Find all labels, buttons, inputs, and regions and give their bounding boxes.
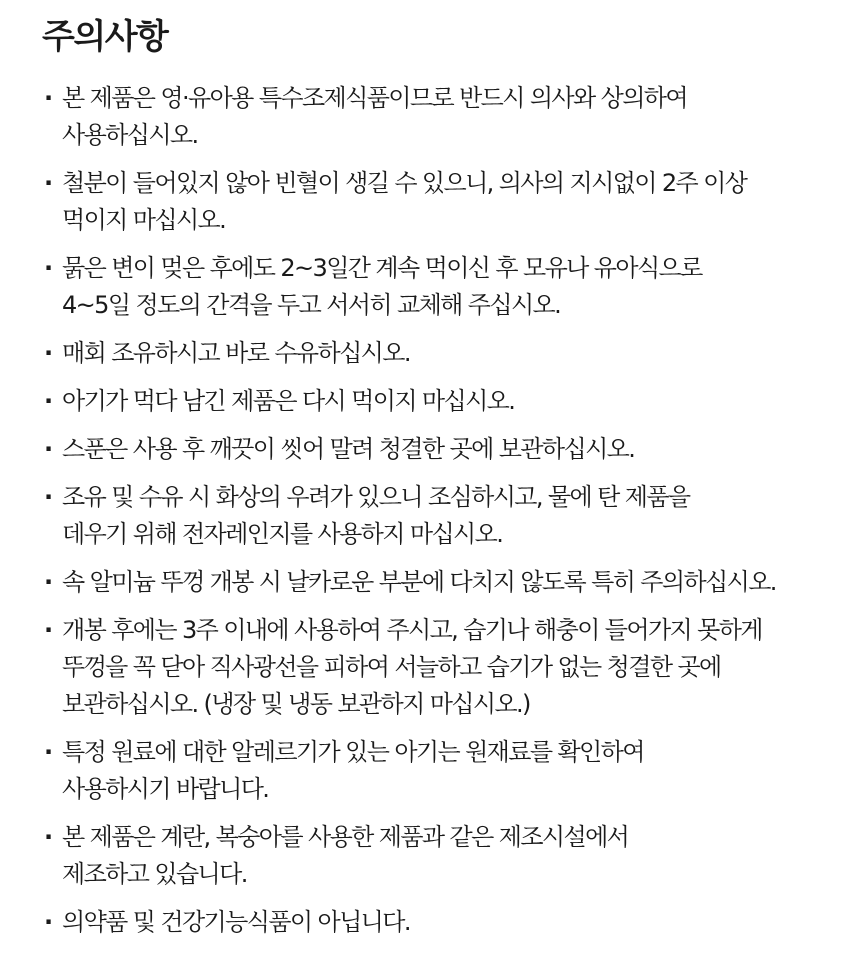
list-item	[42, 165, 820, 239]
bullet-icon: ·	[44, 339, 52, 367]
list-item	[42, 904, 820, 941]
list-item-text: 스푼은 사용 후 깨끗이 씻어 말려 청결한 곳에 보관하십시오.	[62, 435, 635, 463]
bullet-icon: ·	[44, 169, 52, 197]
bullet-icon: ·	[44, 823, 52, 851]
list-item-text: 철분이 들어있지 않아 빈혈이 생길 수 있으니, 의사의 지시없이 2주 이상 먹이지 마십시오.	[62, 169, 747, 234]
list-item	[42, 250, 820, 324]
list-item	[42, 431, 820, 468]
list-item	[42, 479, 820, 553]
precaution-list	[42, 80, 820, 941]
list-item-text: 특정 원료에 대한 알레르기가 있는 아기는 원재료를 확인하여 사용하시기 바랍니다.	[62, 738, 644, 803]
list-item	[42, 612, 820, 723]
bullet-icon: ·	[44, 254, 52, 282]
bullet-icon: ·	[44, 435, 52, 463]
bullet-icon: ·	[44, 568, 52, 596]
bullet-icon: ·	[44, 616, 52, 644]
list-item-text: 아기가 먹다 남긴 제품은 다시 먹이지 마십시오.	[62, 387, 515, 415]
list-item-text: 조유 및 수유 시 화상의 우려가 있으니 조심하시고, 물에 탄 제품을 데우기 위해 전자레인지를 사용하지 마십시오.	[62, 483, 690, 548]
bullet-icon: ·	[44, 908, 52, 936]
page-title: 주의사항	[42, 17, 168, 57]
list-item	[42, 80, 820, 154]
bullet-icon: ·	[44, 738, 52, 766]
list-item	[42, 335, 820, 372]
list-item-text: 의약품 및 건강기능식품이 아닙니다.	[62, 908, 410, 936]
list-item-text: 묽은 변이 멎은 후에도 2~3일간 계속 먹이신 후 모유나 유아식으로 4~5일 정도의 간격을 두고 서서히 교체해 주십시오.	[62, 254, 702, 319]
bullet-icon: ·	[44, 483, 52, 511]
bullet-icon: ·	[44, 84, 52, 112]
list-item-text: 개봉 후에는 3주 이내에 사용하여 주시고, 습기나 해충이 들어가지 못하게 뚜껑을 꼭 닫아 직사광선을 피하여 서늘하고 습기가 없는 청결한 곳에 보관하십시오. (냉장 및 냉동 보관하지 마십시오.)	[62, 616, 762, 718]
list-item-text: 매회 조유하시고 바로 수유하십시오.	[62, 339, 410, 367]
list-item-text: 본 제품은 계란, 복숭아를 사용한 제품과 같은 제조시설에서 제조하고 있습니다.	[62, 823, 629, 888]
list-item	[42, 564, 820, 601]
list-item-text: 본 제품은 영·유아용 특수조제식품이므로 반드시 의사와 상의하여 사용하십시오.	[62, 84, 687, 149]
list-item-text: 속 알미늄 뚜껑 개봉 시 날카로운 부분에 다치지 않도록 특히 주의하십시오.	[62, 568, 776, 596]
list-item	[42, 819, 820, 893]
list-item	[42, 383, 820, 420]
list-item	[42, 734, 820, 808]
bullet-icon: ·	[44, 387, 52, 415]
